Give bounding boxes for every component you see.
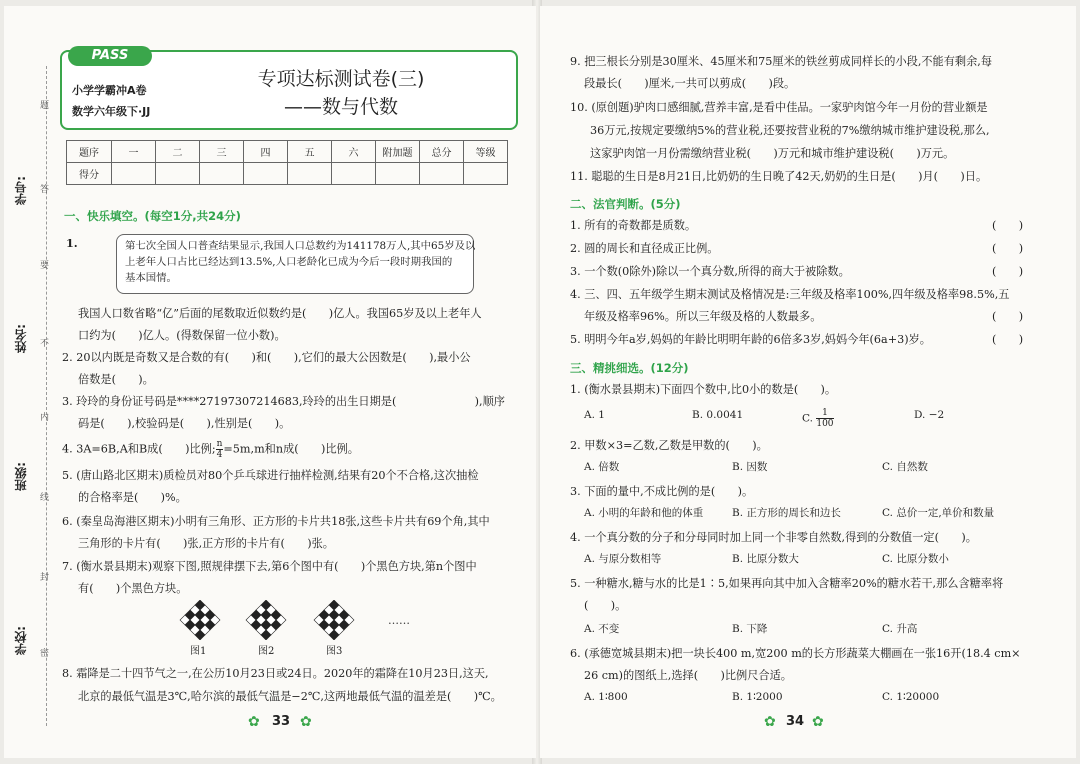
school-label: 学校: <box>14 626 28 655</box>
q10-line: 36万元,按规定要缴纳5%的营业税,还要按营业税的7%缴纳城市维护建设税,那么, <box>590 124 990 137</box>
score-table <box>66 140 508 185</box>
q7-pattern-figures <box>174 600 414 640</box>
q5-line: 5. (唐山路北区期末)质检员对80个乒乓球进行抽样检测,结果有20个不合格,这次抽检 <box>62 469 479 482</box>
leaf-icon: ✿ <box>300 714 312 730</box>
judge-answer-box[interactable]: ( ) <box>992 310 1024 323</box>
page-subtitle: ——数与代数 <box>283 96 398 118</box>
mc-q4: 4. 一个真分数的分子和分母同时加上同一个非零自然数,得到的分数值一定( )。 <box>570 531 977 544</box>
q7-line: 有( )个黑色方块。 <box>78 582 188 595</box>
score-header-cell: 六 <box>332 141 376 163</box>
judge-item: 3. 一个数(0除外)除以一个真分数,所得的商大于被除数。 <box>570 265 850 278</box>
judge-answer-box[interactable]: ( ) <box>992 265 1024 278</box>
q6-line: 6. (秦皇岛海港区期末)小明有三角形、正方形的卡片共18张,这些卡片共有69个角,其中 <box>62 515 490 528</box>
mc-q5-line: ( )。 <box>584 599 627 612</box>
score-input-cell[interactable] <box>332 163 376 185</box>
leaf-icon: ✿ <box>764 714 776 730</box>
score-header-cell: 五 <box>288 141 332 163</box>
q8-line: 8. 霜降是二十四节气之一,在公历10月23日或24日。2020年的霜降在10月23日,这天, <box>62 667 489 680</box>
q4-line <box>62 439 359 460</box>
option: B. 0.0041 <box>692 409 744 421</box>
option: C. 升高 <box>882 623 918 635</box>
seal-char: 封 <box>40 573 50 583</box>
option: A. 不变 <box>584 623 620 635</box>
score-header-cell: 总分 <box>420 141 464 163</box>
seal-char: 答 <box>40 185 50 195</box>
q10-line: 这家驴肉馆一月份需缴纳营业税( )万元和城市维护建设税( )万元。 <box>590 147 955 160</box>
option: B. 下降 <box>732 623 768 635</box>
option: A. 与原分数相等 <box>584 553 662 565</box>
q7-line: 7. (衡水景县期末)观察下图,照规律摆下去,第6个图中有( )个黑色方块,第n个图中 <box>62 560 477 573</box>
seal-char: 内 <box>40 413 50 423</box>
q11-line: 11. 聪聪的生日是8月21日,比奶奶的生日晚了42天,奶奶的生日是( )月( )日。 <box>570 170 988 183</box>
judge-item: 年级及格率96%。所以三年级及格的人数最多。 <box>584 310 822 323</box>
judge-answer-box[interactable]: ( ) <box>992 242 1024 255</box>
score-header-cell: 二 <box>156 141 200 163</box>
q9-line: 9. 把三根长分别是30厘米、45厘米和75厘米的铁丝剪成同样长的小段,不能有剩余,每 <box>570 55 993 68</box>
section3-heading: 三、精挑细选。(12分) <box>570 361 689 375</box>
option: C. 总价一定,单价和数量 <box>882 507 995 519</box>
fraction-numerator: n <box>216 439 223 449</box>
q3-line: 码是( ),校验码是( ),性别是( )。 <box>78 417 291 430</box>
option: D. −2 <box>914 409 945 421</box>
score-input-cell[interactable] <box>376 163 420 185</box>
name-label: 姓名: <box>14 324 28 353</box>
score-row-label: 得分 <box>67 163 112 185</box>
fraction-denominator: 4 <box>216 450 223 460</box>
option-c <box>802 408 834 429</box>
section2-heading: 二、法官判断。(5分) <box>570 197 681 211</box>
figure-1-pattern <box>180 600 220 640</box>
score-input-cell[interactable] <box>244 163 288 185</box>
score-input-cell[interactable] <box>288 163 332 185</box>
figure-3-pattern <box>314 600 354 640</box>
option: C. 比原分数小 <box>882 553 949 565</box>
pass-logo: PASS <box>68 46 152 66</box>
q2-line: 2. 20以内既是奇数又是合数的有( )和( ),它们的最大公因数是( ),最小公 <box>62 351 471 364</box>
fraction-denominator: 100 <box>816 419 834 429</box>
q6-line: 三角形的卡片有( )张,正方形的卡片有( )张。 <box>78 537 334 550</box>
figure-label: 图2 <box>258 646 275 657</box>
q1-note-line: 第七次全国人口普查结果显示,我国人口总数约为141178万人,其中65岁及以 <box>125 240 476 252</box>
seal-char: 线 <box>40 493 50 503</box>
option: B. 1∶2000 <box>732 691 783 703</box>
score-header-cell: 等级 <box>464 141 508 163</box>
seal-char: 题 <box>40 101 50 111</box>
q5-line: 的合格率是( )%。 <box>78 491 187 504</box>
q9-line: 段最长( )厘米,一共可以剪成( )段。 <box>584 77 796 90</box>
leaf-icon: ✿ <box>248 714 260 730</box>
q1-note-line: 上老年人口占比已经达到13.5%,人口老龄化已成为今后一段时期我国的 <box>125 256 453 268</box>
mc-q3: 3. 下面的量中,不成比例的是( )。 <box>570 485 754 498</box>
judge-answer-box[interactable]: ( ) <box>992 219 1024 232</box>
figure-label: 图3 <box>326 646 343 657</box>
q4-part-a: 4. 3A=6B,A和B成( )比例; <box>62 442 216 456</box>
score-input-cell[interactable] <box>112 163 156 185</box>
mc-q1: 1. (衡水景县期末)下面四个数中,比0小的数是( )。 <box>570 383 837 396</box>
score-input-cell[interactable] <box>464 163 508 185</box>
class-label: 班级: <box>14 462 28 491</box>
q8-line: 北京的最低气温是3℃,哈尔滨的最低气温是−2℃,这两地最低气温的温差是( )℃。 <box>78 690 502 703</box>
q3-line: 3. 玲玲的身份证号码是****27197307214683,玲玲的出生日期是( ),顺序 <box>62 395 505 408</box>
judge-answer-box[interactable]: ( ) <box>992 333 1024 346</box>
option: B. 正方形的周长和边长 <box>732 507 841 519</box>
judge-item: 2. 圆的周长和直径成正比例。 <box>570 242 719 255</box>
option: A. 小明的年龄和他的体重 <box>584 507 704 519</box>
option: C. 1∶20000 <box>882 691 940 703</box>
score-header-cell: 附加题 <box>376 141 420 163</box>
figure-label: 图1 <box>190 646 207 657</box>
q7-ellipsis: …… <box>388 614 410 627</box>
left-page <box>4 6 536 758</box>
option: C. 自然数 <box>882 461 928 473</box>
page-number: 33 <box>272 714 291 729</box>
score-header-cell: 四 <box>244 141 288 163</box>
score-header-cell: 一 <box>112 141 156 163</box>
grade-label: 数学六年级下·JJ <box>72 105 151 118</box>
option-c-fraction <box>816 408 833 429</box>
seal-char: 密 <box>40 649 50 659</box>
score-input-cell[interactable] <box>420 163 464 185</box>
figure-2-pattern <box>246 600 286 640</box>
score-header-cell: 三 <box>200 141 244 163</box>
student-number-label: 学号: <box>14 176 28 205</box>
q10-line: 10. (原创题)驴肉口感细腻,营养丰富,是看中佳品。一家驴肉馆今年一月份的营业额是 <box>570 101 988 114</box>
option: A. 1∶800 <box>584 691 628 703</box>
judge-item: 5. 明明今年a岁,妈妈的年龄比明明年龄的6倍多3岁,妈妈今年(6a+3)岁。 <box>570 333 931 346</box>
seal-char: 不 <box>40 339 50 349</box>
judge-item: 4. 三、四、五年级学生期末测试及格情况是:三年级及格率100%,四年级及格率98.5%,五 <box>570 288 1010 301</box>
mc-q6-line: 26 cm)的图纸上,选择( )比例尺合适。 <box>584 669 792 682</box>
mc-q2: 2. 甲数×3=乙数,乙数是甲数的( )。 <box>570 439 768 452</box>
page-title: 专项达标测试卷(三) <box>257 68 425 90</box>
seal-line <box>46 66 47 726</box>
book-title: 小学学霸冲A卷 <box>72 84 147 97</box>
score-input-cell[interactable] <box>200 163 244 185</box>
q1-line: 口约为( )亿人。(得数保留一位小数)。 <box>78 329 286 342</box>
q1-line: 我国人口数省略“亿”后面的尾数取近似数约是( )亿人。我国65岁及以上老年人 <box>78 307 482 320</box>
option: B. 因数 <box>732 461 768 473</box>
score-header-cell: 题序 <box>67 141 112 163</box>
question-number: 1. <box>66 236 78 250</box>
leaf-icon: ✿ <box>812 714 824 730</box>
option: A. 1 <box>584 409 605 421</box>
page-number: 34 <box>786 714 805 729</box>
judge-item: 1. 所有的奇数都是质数。 <box>570 219 697 232</box>
seal-char: 要 <box>40 261 50 271</box>
score-input-cell[interactable] <box>156 163 200 185</box>
q1-note-box <box>116 234 474 294</box>
section1-heading: 一、快乐填空。(每空1分,共24分) <box>64 209 241 223</box>
mc-q5-line: 5. 一种糖水,糖与水的比是1∶5,如果再向其中加入含糖率20%的糖水若干,那么含糖率将 <box>570 577 1004 590</box>
q4-part-b: =5m,m和n成( )比例。 <box>223 442 359 456</box>
option: A. 倍数 <box>584 461 620 473</box>
q1-note-line: 基本国情。 <box>125 272 177 284</box>
mc-q6-line: 6. (承德宽城县期末)把一块长400 m,宽200 m的长方形蔬菜大棚画在一张16开(18.4 cm× <box>570 647 1021 660</box>
option: B. 比原分数大 <box>732 553 799 565</box>
right-page <box>540 6 1076 758</box>
fraction-numerator: 1 <box>816 408 833 419</box>
q2-line: 倍数是( )。 <box>78 373 154 386</box>
option-c-label: C. <box>802 412 813 425</box>
